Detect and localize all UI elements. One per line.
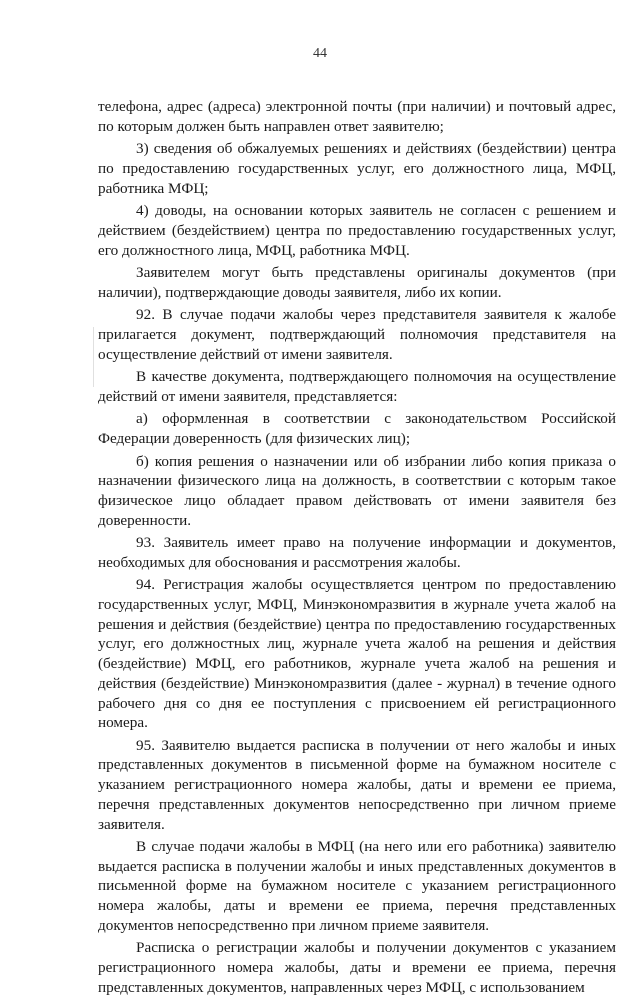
document-text: [98, 97, 616, 1000]
page-number: 44: [313, 46, 327, 61]
paragraph-registration-receipt: Расписка о регистрации жалобы и получении документов с указанием регистрационного номера жалобы, даты и времени ее приема, перечня представленных документов, направленных через МФЦ, с использованием: [98, 939, 616, 996]
paragraph-originals: Заявителем могут быть представлены оригиналы документов (при наличии), подтверждающие доводы заявителя, либо их копии.: [98, 264, 616, 301]
paragraph-95: 95. Заявителю выдается расписка в получении от него жалобы и иных представленных документов в письменной форме на бумажном носителе с указанием регистрационного номера жалобы, даты и времени ее приема, перечня представленных документов непосредственно при личном приеме заявителя.: [98, 736, 616, 833]
paragraph-item-a: а) оформленная в соответствии с законодательством Российской Федерации доверенность (для физических лиц);: [98, 410, 616, 448]
paragraph-item-4: 4) доводы, на основании которых заявитель не согласен с решением и действием (бездействием) центра по предоставлению государственных услуг, его должностного лица, МФЦ, работника МФЦ.: [98, 202, 616, 259]
paragraph-mfc-receipt: В случае подачи жалобы в МФЦ (на него или его работника) заявителю выдается расписка в получении жалобы и иных представленных документов в письменной форме на бумажном носителе с указанием регистрационного номера жалобы, даты и времени ее приема, перечня представленных документов непосредственно при личном приеме заявителя.: [98, 838, 616, 934]
paragraph-item-3: 3) сведения об обжалуемых решениях и действиях (бездействии) центра по предоставлению государственных услуг, его должностного лица, МФЦ, работника МФЦ;: [98, 140, 616, 197]
paragraph-authority-document: В качестве документа, подтверждающего полномочия на осуществление действий от имени заявителя, представляется:: [98, 368, 616, 405]
paragraph-93: 93. Заявитель имеет право на получение информации и документов, необходимых для обоснования и рассмотрения жалобы.: [98, 534, 616, 571]
paragraph-92: 92. В случае подачи жалобы через представителя заявителя к жалобе прилагается документ, подтверждающий полномочия представителя на осуществление действий от имени заявителя.: [98, 306, 616, 363]
margin-mark: [93, 327, 94, 387]
paragraph-continuation: телефона, адрес (адреса) электронной почты (при наличии) и почтовый адрес, по которым должен быть направлен ответ заявителю;: [98, 98, 616, 135]
paragraph-item-b: б) копия решения о назначении или об избрании либо копия приказа о назначении физического лица на должность, в соответствии с которым такое физическое лицо обладает правом действовать от имени заявителя без доверенности.: [98, 452, 616, 529]
paragraph-94: 94. Регистрация жалобы осуществляется центром по предоставлению государственных услуг, МФЦ, Минэкономразвития в журнале учета жалоб на решения и действия (бездействие) центра по предоставлению государственных услуг, его должностных лиц, журнале учета жалоб на решения и действия (бездействие) МФЦ, его работников, журнале учета жалоб на решения и действия (бездействие) Минэкономразвития (далее - журнал) в течение одного рабочего дня со дня ее поступления с присвоением ей регистрационного номера.: [98, 576, 616, 732]
